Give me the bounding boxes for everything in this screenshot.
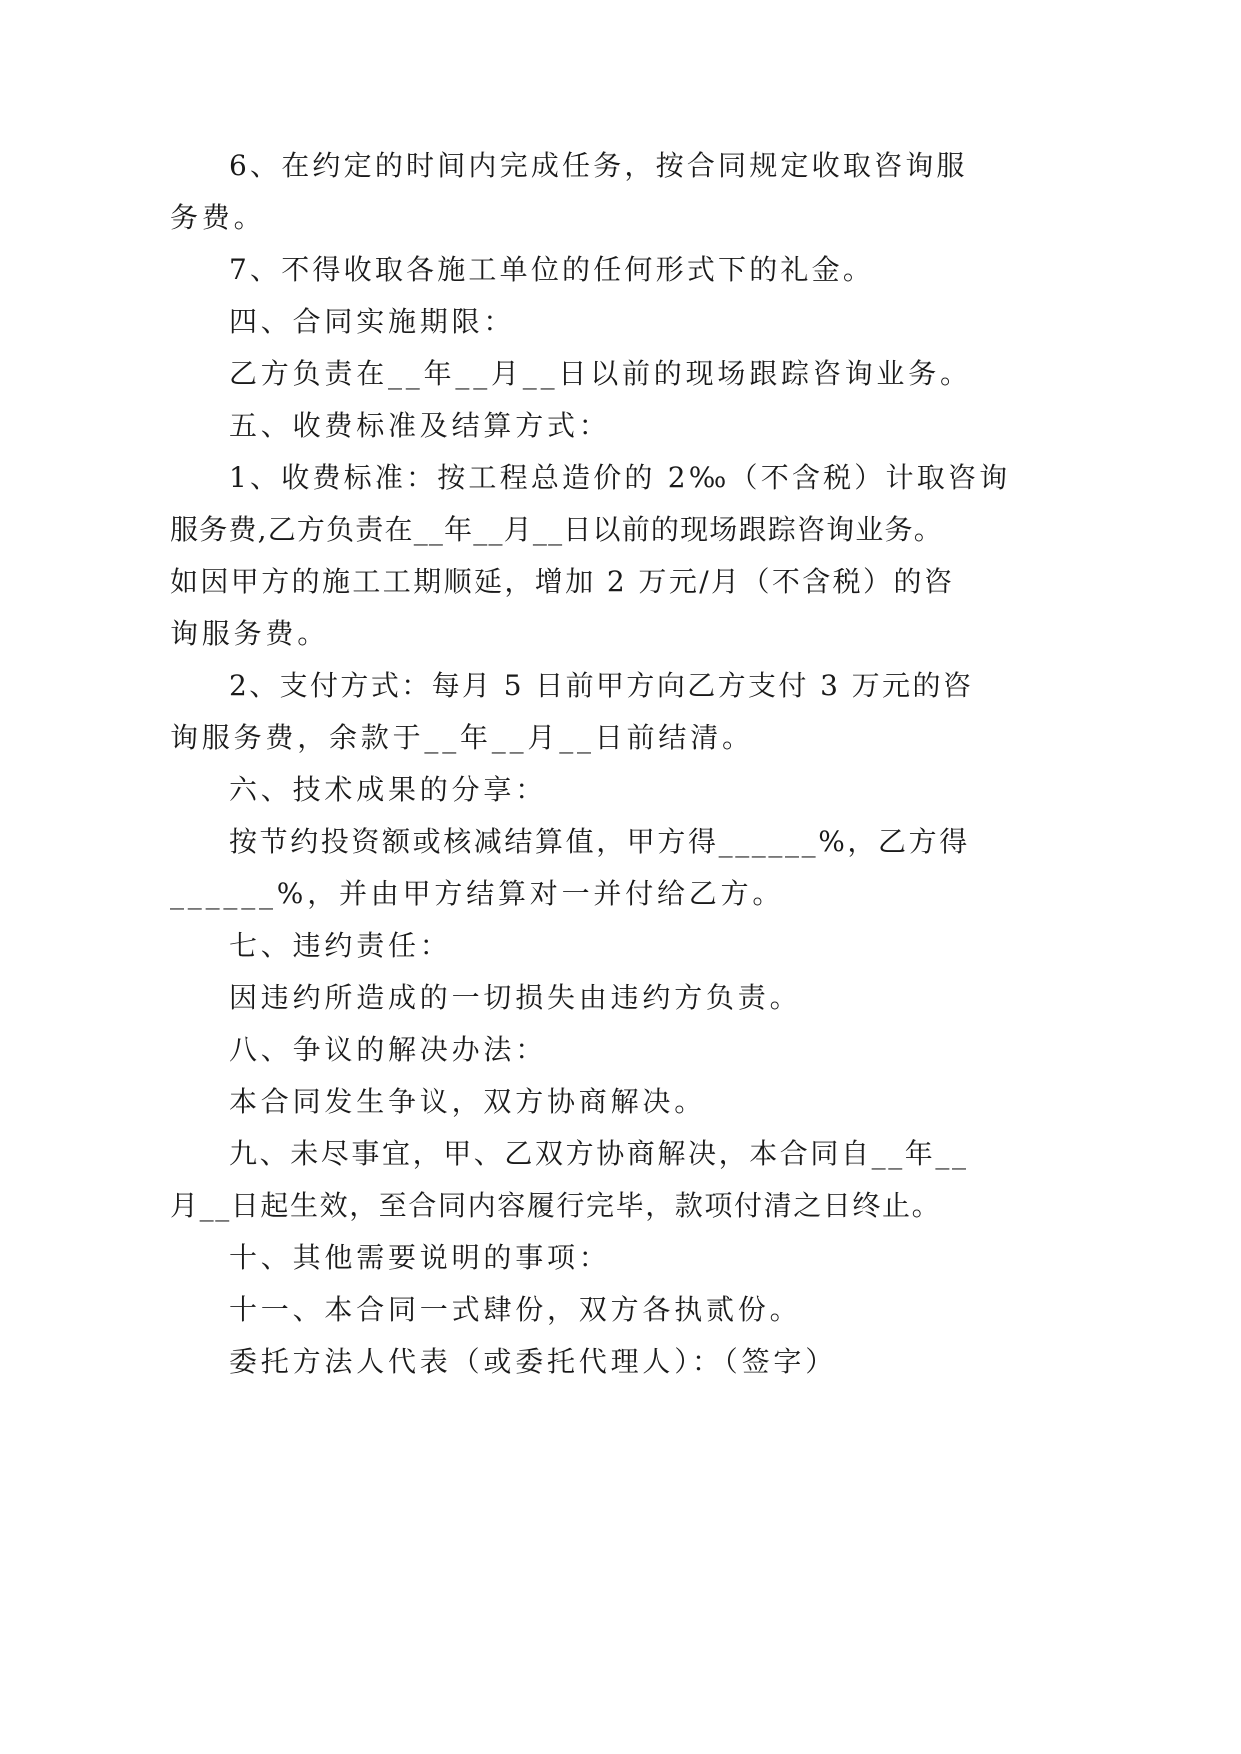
clause-6-line-2: 务费。 (170, 201, 266, 234)
section-5-heading: 五、收费标准及结算方式： (229, 409, 611, 442)
section-4-body: 乙方负责在__年__月__日以前的现场跟踪咨询业务。 (229, 357, 972, 390)
section-9-line-1: 九、未尽事宜，甲、乙双方协商解决，本合同自__年__ (229, 1137, 969, 1170)
section-8-body: 本合同发生争议，双方协商解决。 (229, 1085, 707, 1118)
section-6-body-line-1: 按节约投资额或核减结算值，甲方得______%，乙方得 (229, 825, 970, 858)
signature-line: 委托方法人代表（或委托代理人）：（签字） (229, 1345, 838, 1378)
payment-method-line-2: 询服务费，余款于__年__月__日前结清。 (170, 721, 754, 754)
clause-7: 7、不得收取各施工单位的任何形式下的礼金。 (229, 253, 875, 286)
clause-6-line-1: 6、在约定的时间内完成任务，按合同规定收取咨询服 (229, 149, 968, 182)
section-6-heading: 六、技术成果的分享： (229, 773, 548, 806)
section-8-heading: 八、争议的解决办法： (229, 1033, 548, 1066)
section-9-line-2: 月__日起生效，至合同内容履行完毕，款项付清之日终止。 (170, 1189, 942, 1222)
fee-standard-line-1: 1、收费标准：按工程总造价的 2‰（不含税）计取咨询 (229, 461, 1011, 494)
section-7-heading: 七、违约责任： (229, 929, 452, 962)
section-4-heading: 四、合同实施期限： (229, 305, 516, 338)
section-7-body: 因违约所造成的一切损失由违约方负责。 (229, 981, 802, 1014)
section-11: 十一、本合同一式肆份，双方各执贰份。 (229, 1293, 802, 1326)
payment-method-line-1: 2、支付方式：每月 5 日前甲方向乙方支付 3 万元的咨 (229, 669, 974, 702)
section-10: 十、其他需要说明的事项： (229, 1241, 611, 1274)
fee-standard-line-3: 如因甲方的施工工期顺延，增加 2 万元/月（不含税）的咨 (170, 565, 955, 598)
section-6-body-line-2: ______%，并由甲方结算对一并付给乙方。 (170, 877, 785, 910)
fee-standard-line-2: 服务费,乙方负责在__年__月__日以前的现场跟踪咨询业务。 (170, 513, 943, 546)
fee-standard-line-4: 询服务费。 (170, 617, 330, 650)
